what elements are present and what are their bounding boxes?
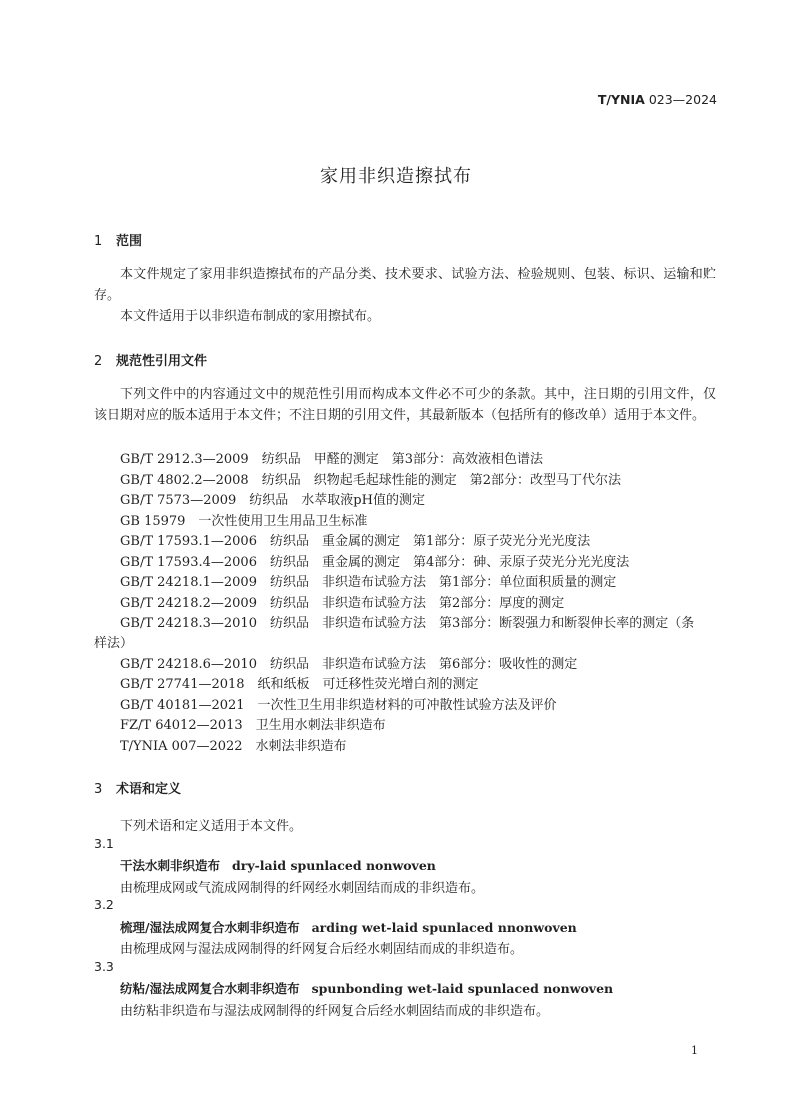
reference-item: GB/T 24218.1—2009 纺织品 非织造布试验方法 第1部分：单位面积质量的测定 bbox=[120, 575, 617, 590]
reference-item: FZ/T 64012—2013 卫生用水刺法非织造布 bbox=[120, 718, 386, 733]
section-1-paragraph: 本文件适用于以非织造布制成的家用擦拭布。 bbox=[120, 309, 381, 324]
term-definition: 由梳理成网或气流成网制得的纤网经水刺固结而成的非织造布。 bbox=[120, 881, 485, 896]
section-2-heading: 2 规范性引用文件 bbox=[94, 354, 208, 369]
term-title: 干法水刺非织造布 dry-laid spunlaced nonwoven bbox=[120, 858, 436, 873]
term-title: 梳理/湿法成网复合水刺非织造布 arding wet-laid spunlaced nnonwoven bbox=[120, 920, 577, 935]
term-number: 3.2 bbox=[94, 897, 114, 912]
section-3-intro: 下列术语和定义适用于本文件。 bbox=[120, 819, 303, 834]
section-3-heading: 3 术语和定义 bbox=[94, 782, 182, 797]
reference-item: GB/T 24218.6—2010 纺织品 非织造布试验方法 第6部分：吸收性的测定 bbox=[120, 657, 578, 672]
reference-item: T/YNIA 007—2022 水刺法非织造布 bbox=[120, 739, 347, 754]
reference-item: GB/T 2912.3—2009 纺织品 甲醛的测定 第3部分：高效液相色谱法 bbox=[120, 452, 543, 467]
reference-item: GB/T 17593.1—2006 纺织品 重金属的测定 第1部分：原子荧光分光光度法 bbox=[120, 534, 591, 549]
document-title: 家用非织造擦拭布 bbox=[320, 166, 472, 187]
reference-item-continued: 样法） bbox=[94, 636, 134, 651]
reference-item: GB/T 27741—2018 纸和纸板 可迁移性荧光增白剂的测定 bbox=[120, 677, 479, 692]
reference-item: GB/T 24218.3—2010 纺织品 非织造布试验方法 第3部分：断裂强力和断裂伸长率的测定（条 bbox=[120, 616, 695, 631]
reference-item: GB/T 24218.2—2009 纺织品 非织造布试验方法 第2部分：厚度的测定 bbox=[120, 596, 565, 611]
term-number: 3.3 bbox=[94, 959, 114, 974]
section-2-intro: 下列文件中的内容通过文中的规范性引用而构成本文件必不可少的条款。其中，注日期的引用文件，仅该日期对应的版本适用于本文件；不注日期的引用文件，其最新版本（包括所有的修改单）适用于本文件。 bbox=[94, 387, 716, 423]
section-1-paragraph: 本文件规定了家用非织造擦拭布的产品分类、技术要求、试验方法、检验规则、包装、标识、运输和贮存。 bbox=[94, 267, 716, 303]
reference-item: GB 15979 一次性使用卫生用品卫生标准 bbox=[120, 514, 368, 529]
term-definition: 由纺粘非织造布与湿法成网制得的纤网复合后经水刺固结而成的非织造布。 bbox=[120, 1004, 550, 1019]
document-code: T/YNIA 023—2024 bbox=[597, 92, 717, 107]
section-1-heading: 1 范围 bbox=[94, 234, 143, 249]
term-definition: 由梳理成网与湿法成网制得的纤网复合后经水刺固结而成的非织造布。 bbox=[120, 942, 524, 957]
reference-item: GB/T 40181—2021 一次性卫生用非织造材料的可冲散性试验方法及评价 bbox=[120, 698, 557, 713]
term-number: 3.1 bbox=[94, 836, 114, 851]
page-number: 1 bbox=[691, 1044, 698, 1057]
reference-item: GB/T 17593.4—2006 纺织品 重金属的测定 第4部分：砷、汞原子荧光分光光度法 bbox=[120, 555, 630, 570]
reference-item: GB/T 7573—2009 纺织品 水萃取液pH值的测定 bbox=[120, 493, 425, 508]
term-title: 纺粘/湿法成网复合水刺非织造布 spunbonding wet-laid spunlaced nonwoven bbox=[120, 981, 614, 996]
reference-item: GB/T 4802.2—2008 纺织品 织物起毛起球性能的测定 第2部分：改型马丁代尔法 bbox=[120, 473, 621, 488]
